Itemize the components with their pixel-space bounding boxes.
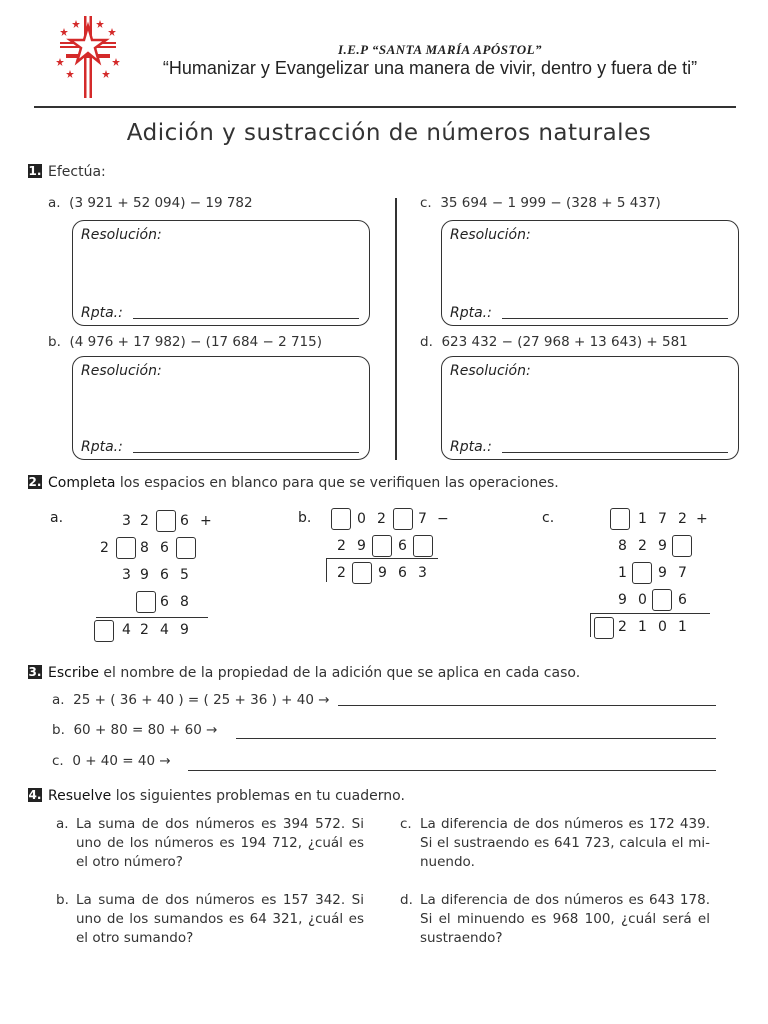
digit: 8 [618,538,627,554]
header-divider [34,106,736,108]
exercise-1b [48,334,322,350]
exercise-1c [420,195,661,211]
sum-line [590,613,710,614]
item-letter: a. [50,510,64,526]
section-4-heading [28,788,405,804]
section-number: 1. [28,164,42,178]
digit: 9 [658,565,667,581]
digit: 1 [638,511,647,527]
column-divider [395,198,397,460]
exercise-1d [420,334,688,350]
blank-digit-box[interactable] [176,537,196,559]
section-2-heading [28,475,559,491]
digit: 6 [160,567,169,583]
digit: 7 [678,565,687,581]
section-instruction: el nombre de la propiedad de la adición que se aplica en cada caso. [98,665,581,681]
bracket-line [590,613,591,637]
blank-digit-box[interactable] [393,508,413,530]
digit: 9 [378,565,387,581]
answer-line[interactable] [502,452,728,453]
section-verb: Escribe [48,665,99,681]
digit: 7 [658,511,667,527]
section-instruction: Efectúa: [48,164,106,180]
problem-4a: La suma de dos números es 394 572. Si uno de los números es 194 712, ¿cuál es el otro número? [76,816,364,870]
resolution-label: Resolución: [81,227,162,243]
item-expression: 623 432 − (27 968 + 13 643) + 581 [441,334,688,350]
digit: 3 [122,513,131,529]
answer-line-3b[interactable] [236,738,716,739]
item-expression: (4 976 + 17 982) − (17 684 − 2 715) [69,334,322,350]
section-instruction: los siguientes problemas en tu cuaderno. [111,788,405,804]
digit: 9 [140,567,149,583]
item-expression: 60 + 80 = 80 + 60 → [73,722,218,738]
digit: 2 [337,538,346,554]
digit: 1 [638,619,647,635]
blank-digit-box[interactable] [413,535,433,557]
blank-digit-box[interactable] [632,562,652,584]
item-letter: c. [52,753,64,769]
item-letter: c. [400,816,412,832]
problem-4c: La diferencia de dos números es 172 439. Si el sustraendo es 641 723, calcula el mi-nuendo. [420,816,710,870]
school-motto: “Humanizar y Evangelizar una manera de vivir, dentro y fuera de ti” [162,58,698,78]
section-instruction: los espacios en blanco para que se verifiquen las operaciones. [115,475,559,491]
item-letter: a. [56,816,69,832]
section-1-heading [28,164,106,180]
digit: 6 [398,565,407,581]
item-expression: 35 694 − 1 999 − (328 + 5 437) [440,195,661,211]
resolution-label: Resolución: [450,227,531,243]
operator-sign: − [437,511,449,527]
item-letter: c. [542,510,555,526]
operator-sign: + [696,511,708,527]
digit: 4 [160,622,169,638]
blank-digit-box[interactable] [594,617,614,639]
section-number: 3. [28,665,42,679]
section-verb: Completa [48,475,116,491]
blank-digit-box[interactable] [652,589,672,611]
blank-digit-box[interactable] [136,591,156,613]
digit: 2 [678,511,687,527]
digit: 2 [638,538,647,554]
blank-digit-box[interactable] [372,535,392,557]
digit: 2 [140,513,149,529]
item-letter: c. [420,195,432,211]
property-3b [52,722,217,738]
digit: 6 [160,594,169,610]
blank-digit-box[interactable] [331,508,351,530]
digit: 9 [357,538,366,554]
problem-4d: La diferencia de dos números es 643 178. Si el minuendo es 968 100, ¿cuál será el sustraendo? [420,892,710,946]
resolution-box-1d[interactable] [441,356,739,460]
item-letter: b. [298,510,312,526]
page-title: Adición y sustracción de números naturales [126,120,652,146]
blank-digit-box[interactable] [672,535,692,557]
difference-line [326,558,438,559]
item-letter: b. [56,892,69,908]
answer-line[interactable] [133,318,359,319]
digit: 7 [418,511,427,527]
resolution-box-1a[interactable] [72,220,370,326]
bracket-line [326,558,327,582]
section-verb: Resuelve [48,788,112,804]
digit: 1 [618,565,627,581]
digit: 8 [180,594,189,610]
digit: 3 [418,565,427,581]
digit: 2 [100,540,109,556]
property-3c [52,753,171,769]
sum-line [96,617,208,618]
blank-digit-box[interactable] [94,620,114,642]
item-expression: 0 + 40 = 40 → [72,753,171,769]
answer-label: Rpta.: [81,305,123,321]
digit: 9 [658,538,667,554]
exercise-1a [48,195,253,211]
digit: 1 [678,619,687,635]
item-letter: d. [420,334,433,350]
digit: 0 [658,619,667,635]
item-letter: a. [48,195,61,211]
answer-line-3a[interactable] [338,705,716,706]
operator-sign: + [200,513,212,529]
digit: 2 [618,619,627,635]
property-3a [52,692,330,708]
blank-digit-box[interactable] [116,537,136,559]
section-number: 4. [28,788,42,802]
section-3-heading [28,665,580,681]
digit: 2 [140,622,149,638]
resolution-box-1c[interactable] [441,220,739,326]
digit: 2 [377,511,386,527]
resolution-label: Resolución: [450,363,531,379]
answer-label: Rpta.: [450,439,492,455]
answer-label: Rpta.: [81,439,123,455]
blank-digit-box[interactable] [610,508,630,530]
digit: 2 [337,565,346,581]
digit: 9 [618,592,627,608]
digit: 4 [122,622,131,638]
answer-line[interactable] [502,318,728,319]
answer-line[interactable] [133,452,359,453]
item-letter: a. [52,692,65,708]
digit: 6 [678,592,687,608]
answer-line-3c[interactable] [188,770,716,771]
item-letter: b. [52,722,65,738]
digit: 3 [122,567,131,583]
digit: 6 [180,513,189,529]
digit: 8 [140,540,149,556]
item-letter: b. [48,334,61,350]
item-expression: 25 + ( 36 + 40 ) = ( 25 + 36 ) + 40 → [73,692,330,708]
digit: 9 [180,622,189,638]
digit: 5 [180,567,189,583]
digit: 0 [638,592,647,608]
item-expression: (3 921 + 52 094) − 19 782 [69,195,253,211]
school-name: I.E.P “SANTA MARÍA APÓSTOL” [337,42,543,57]
problem-4b: La suma de dos números es 157 342. Si uno de los sumandos es 64 321, ¿cuál es el otro sumando? [76,892,364,946]
answer-label: Rpta.: [450,305,492,321]
digit: 6 [160,540,169,556]
digit: 6 [398,538,407,554]
digit: 0 [357,511,366,527]
resolution-label: Resolución: [81,363,162,379]
school-logo-icon [56,14,120,100]
item-letter: d. [400,892,413,908]
blank-digit-box[interactable] [352,562,372,584]
resolution-box-1b[interactable] [72,356,370,460]
blank-digit-box[interactable] [156,510,176,532]
section-number: 2. [28,475,42,489]
